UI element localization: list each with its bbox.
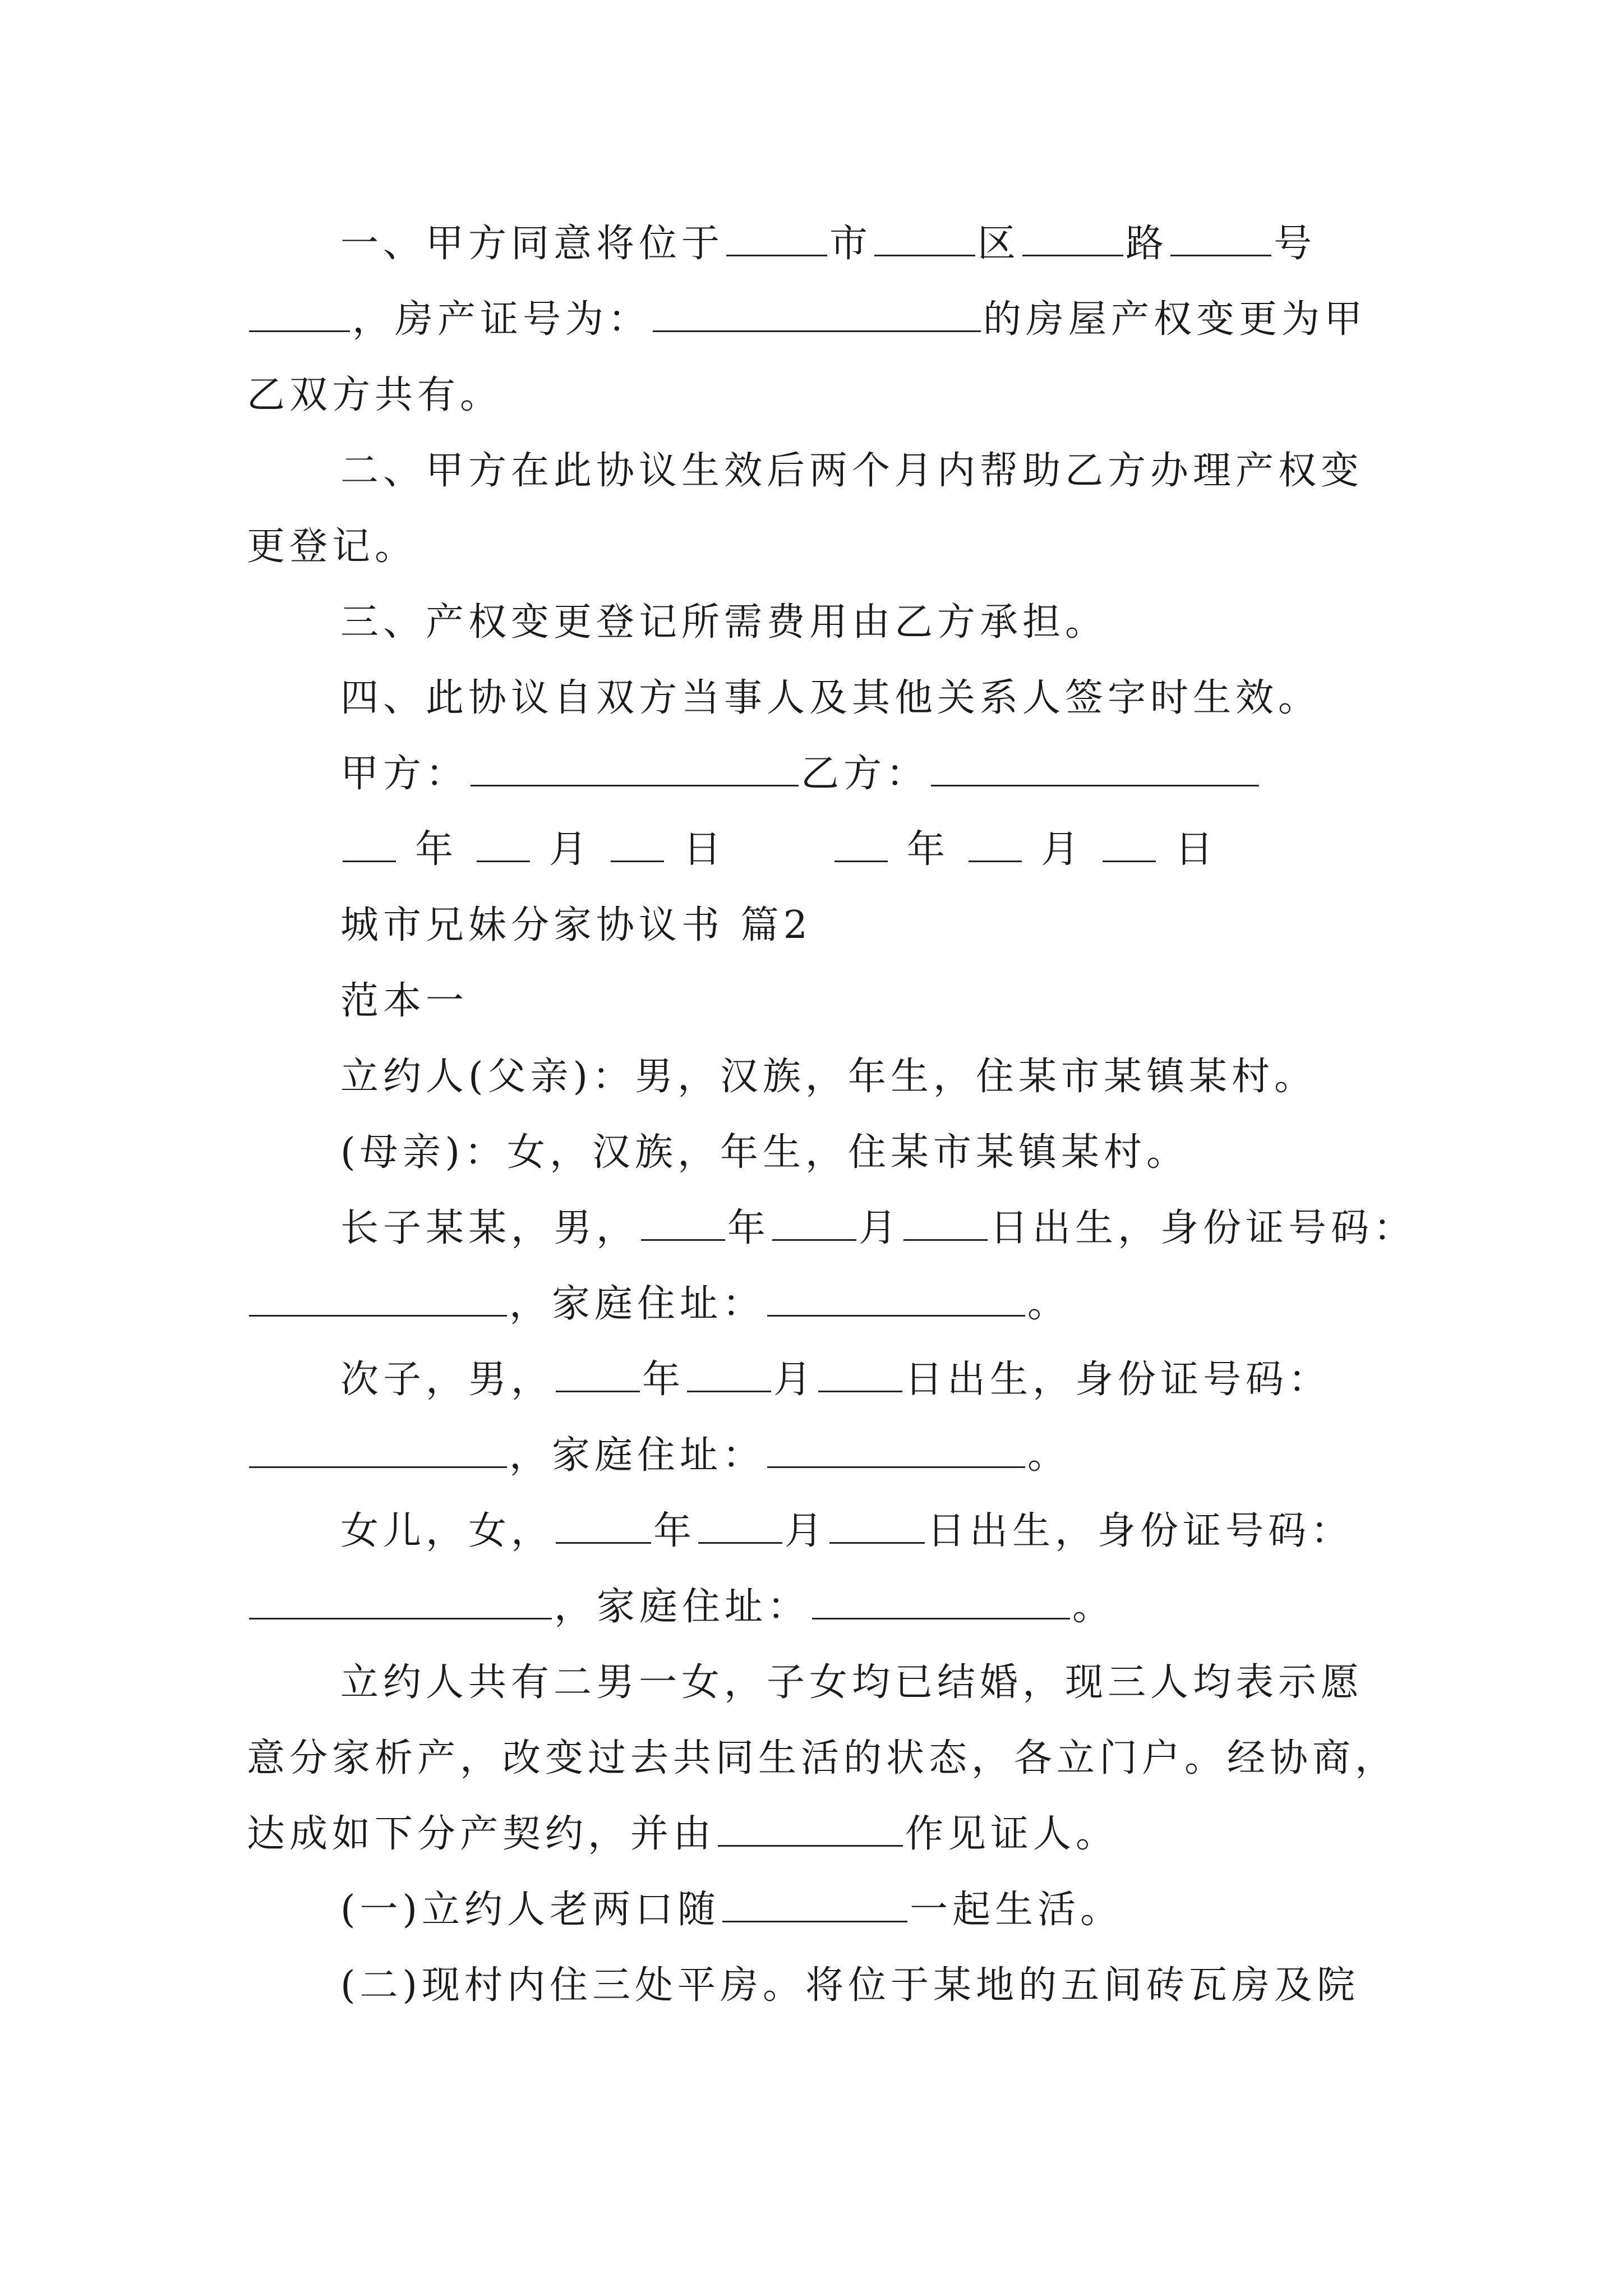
blank [343, 828, 396, 862]
text: 次子，男， [340, 1358, 554, 1402]
text: 日出生，身份证号码： [927, 1509, 1354, 1553]
blank [556, 1510, 651, 1544]
clause-2-line-1: 二、甲方在此协议生效后两个月内帮助乙方办理产权变 [340, 449, 1364, 493]
blank [641, 1207, 725, 1241]
mother-line: (母亲)：女，汉族，年生，住某市某镇某村。 [340, 1130, 1189, 1175]
text: ，房产证号为： [352, 297, 651, 342]
blank [1103, 828, 1156, 862]
text: 日出生，身份证号码： [990, 1206, 1417, 1250]
blank [969, 828, 1022, 862]
blank [687, 1358, 771, 1392]
blank [556, 1358, 640, 1392]
clause-1-line-2 [247, 297, 1367, 342]
text: ，家庭住址： [554, 1585, 810, 1629]
blank-id [249, 1585, 552, 1619]
text: 月 [549, 827, 592, 872]
party-b-label: 乙方： [801, 752, 929, 796]
text: 日 [683, 827, 726, 872]
text: 达成如下分产契约，并由 [247, 1812, 716, 1856]
text: 年 [727, 1206, 771, 1250]
text: 号 [1274, 222, 1317, 266]
item-2: (二)现村内住三处平房。将位于某地的五间砖瓦房及院 [340, 1963, 1360, 2008]
blank-child [722, 1888, 907, 1922]
blank-witness [718, 1812, 903, 1847]
text: 年 [907, 827, 950, 872]
blank-district [874, 222, 975, 256]
text: 市 [829, 222, 873, 266]
text: 一、甲方同意将位于 [340, 222, 725, 266]
text: 日 [1175, 827, 1218, 872]
blank-address [812, 1585, 1070, 1619]
blank [818, 1358, 902, 1392]
text: 月 [1041, 827, 1084, 872]
blank-city [726, 222, 827, 256]
text: 年 [415, 827, 458, 872]
paragraph-line-2: 意分家析产，改变过去共同生活的状态，各立门户。经协商， [247, 1736, 1398, 1780]
blank-address [767, 1434, 1025, 1468]
text: 。 [1027, 1433, 1071, 1478]
clause-1-line-3: 乙双方共有。 [247, 373, 503, 417]
paragraph-line-1: 立约人共有二男一女，子女均已结婚，现三人均表示愿 [340, 1660, 1364, 1705]
clause-2-line-2: 更登记。 [247, 524, 418, 569]
clause-1-line-1 [340, 222, 1316, 266]
blank [772, 1207, 856, 1241]
paragraph-line-3 [247, 1812, 1118, 1857]
blank [903, 1207, 988, 1241]
text: 。 [1027, 1282, 1071, 1326]
text: (一)立约人老两口随 [340, 1888, 721, 1932]
second-son-line-1 [340, 1358, 1331, 1402]
text: 。 [1072, 1585, 1115, 1629]
text: 长子某某，男， [340, 1206, 639, 1250]
party-a-label: 甲方： [340, 752, 469, 796]
eldest-son-line-2 [247, 1282, 1070, 1327]
date-line [340, 827, 1218, 872]
blank [477, 828, 530, 862]
template-label: 范本一 [340, 979, 469, 1023]
text: 月 [859, 1206, 902, 1250]
text: 区 [978, 222, 1021, 266]
blank [834, 828, 888, 862]
blank [611, 828, 664, 862]
clause-3: 三、产权变更登记所需费用由乙方承担。 [340, 600, 1108, 645]
blank-unit [249, 298, 350, 332]
clause-4: 四、此协议自双方当事人及其他关系人签字时生效。 [340, 676, 1321, 720]
blank [829, 1510, 925, 1544]
text: 作见证人。 [905, 1812, 1119, 1856]
signature-line [340, 752, 1261, 797]
daughter-line-1 [340, 1509, 1353, 1554]
second-son-line-2 [247, 1433, 1070, 1478]
text: 女儿，女， [340, 1509, 554, 1553]
text: 的房屋产权变更为甲 [983, 297, 1367, 342]
blank-address [767, 1282, 1025, 1317]
text: 路 [1126, 222, 1169, 266]
text: ，家庭住址： [509, 1433, 766, 1478]
section-title: 城市兄妹分家协议书 篇2 [340, 903, 812, 947]
item-1 [340, 1888, 1123, 1932]
daughter-line-2 [247, 1585, 1115, 1630]
text: 年 [642, 1358, 685, 1402]
text: 年 [653, 1509, 697, 1553]
text: 一起生活。 [910, 1888, 1123, 1932]
blank-id [249, 1434, 507, 1468]
blank-number [1170, 222, 1271, 256]
blank-certificate-no [653, 298, 981, 332]
blank-party-b [931, 752, 1259, 786]
father-line: 立约人(父亲)：男，汉族，年生，住某市某镇某村。 [340, 1055, 1317, 1099]
eldest-son-line-1 [340, 1206, 1416, 1251]
blank-road [1022, 222, 1123, 256]
blank-id [249, 1282, 507, 1317]
blank-party-a [471, 752, 799, 786]
blank [698, 1510, 782, 1544]
text: 月 [773, 1358, 817, 1402]
text: 日出生，身份证号码： [905, 1358, 1331, 1402]
text: 月 [785, 1509, 828, 1553]
text: ，家庭住址： [509, 1282, 766, 1326]
